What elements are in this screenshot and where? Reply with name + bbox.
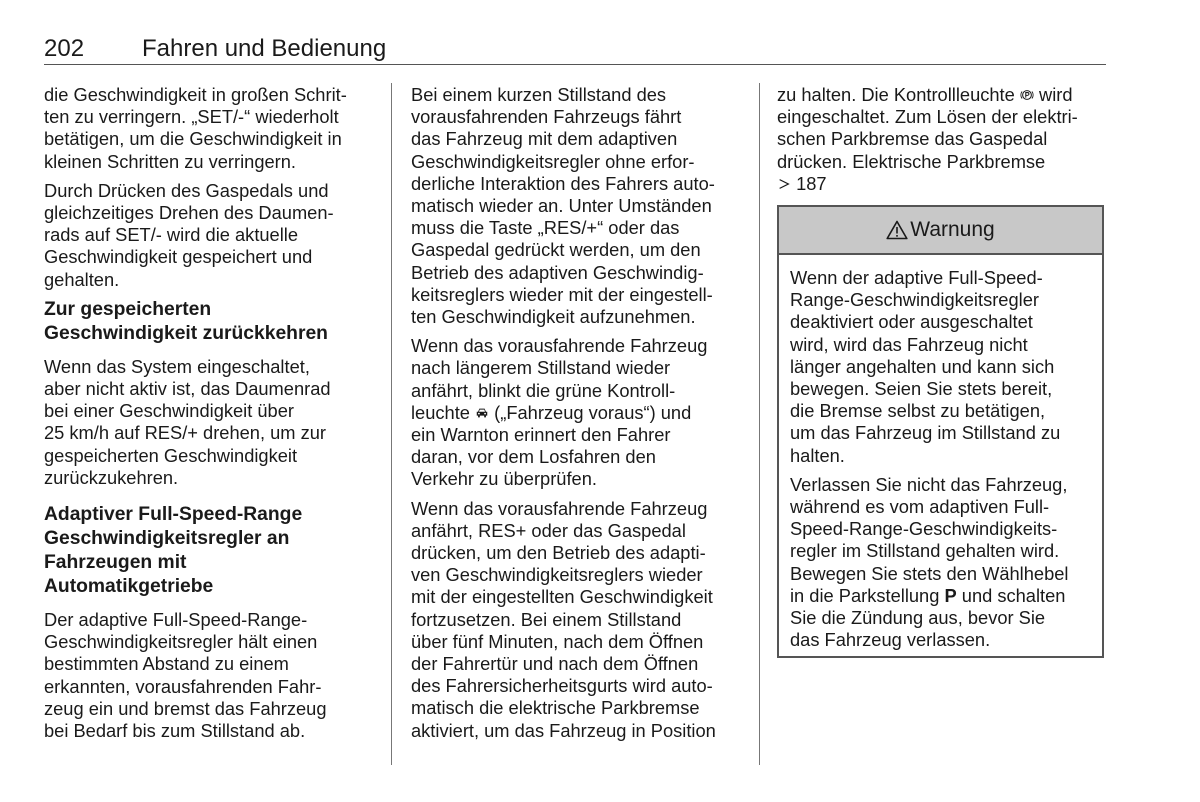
parking-brake-icon bbox=[1020, 88, 1034, 102]
column-3 bbox=[777, 84, 1107, 202]
subheading-adaptive-cruise: Adaptiver Full-Speed-Range Geschwindigkeitsregler an Fahrzeugen mit Automatikgetriebe bbox=[44, 504, 303, 598]
header-rule bbox=[44, 64, 1106, 65]
column-divider bbox=[759, 83, 760, 765]
page-header bbox=[44, 34, 1106, 64]
column-divider bbox=[391, 83, 392, 765]
warning-title: Warnung bbox=[910, 218, 995, 241]
warning-header bbox=[779, 207, 1102, 255]
section-title: Fahren und Bedienung bbox=[142, 35, 387, 62]
page-reference-arrow-icon bbox=[777, 177, 791, 191]
warning-box bbox=[777, 205, 1104, 658]
paragraph: Wenn der adaptive Full-Speed- Range-Geschwindigkeitsregler deaktiviert oder ausgeschaltet wird, wird das Fahrzeug nicht länger angehalten und kann sich bewegen. Seien Sie stets bereit, die Bremse selbst zu betätigen, um das Fahrzeug im Stillstand zu halten. bbox=[790, 267, 1061, 466]
warning-triangle-icon bbox=[886, 220, 908, 240]
paragraph: Der adaptive Full-Speed-Range- Geschwindigkeitsregler hält einen bestimmten Abstand zu einem erkannten, vorausfahrenden Fahr- zeug ein und bremst das Fahrzeug bei Bedarf bis zum Stillstand ab. bbox=[44, 609, 327, 742]
paragraph: die Geschwindigkeit in großen Schrit- ten zu verringern. „SET/-“ wiederholt betätigen, um die Geschwindigkeit in kleinen Schritten zu verringern. bbox=[44, 84, 347, 172]
paragraph: Verlassen Sie nicht das Fahrzeug, während es vom adaptiven Full- Speed-Range-Geschwindigkeits- regler im Stillstand gehalten wird. Bewegen Sie stets den Wählhebel in die Parkstellung P und schalten Sie die Zündung aus, bevor Sie das Fahrzeug verlassen. bbox=[790, 473, 1069, 651]
paragraph: Bei einem kurzen Stillstand des vorausfahrenden Fahrzeugs fährt das Fahrzeug mit dem adaptiven Geschwindigkeitsregler ohne erfor- derliche Interaktion des Fahrers auto- matisch wieder an. Unter Umständen muss die Taste „RES/+“ oder das Gaspedal gedrückt werden, um den Betrieb des adaptiven Geschwindig- keitsreglers wieder mit der eingestell- ten Geschwindigkeit aufzunehmen. bbox=[411, 84, 715, 328]
paragraph: Durch Drücken des Gaspedals und gleichzeitiges Drehen des Daumen- rads auf SET/- wird die aktuelle Geschwindigkeit gespeichert und gehalten. bbox=[44, 179, 334, 290]
column-2 bbox=[411, 84, 749, 749]
subheading-return-stored-speed: Zur gespeicherten Geschwindigkeit zurückkehren bbox=[44, 298, 328, 344]
page-number: 202 bbox=[44, 35, 85, 62]
vehicle-ahead-icon bbox=[475, 406, 489, 420]
paragraph: Wenn das vorausfahrende Fahrzeug anfährt, RES+ oder das Gaspedal drücken, um den Betrieb des adapti- ven Geschwindigkeitsreglers wieder mit der eingestellten Geschwindigkeit fortzusetzen. Bei einem Stillstand über fünf Minuten, nach dem Öffnen der Fahrertür und nach dem Öffnen des Fahrersicherheitsgurts wird auto- matisch die elektrische Parkbremse aktiviert, um das Fahrzeug in Position bbox=[411, 497, 716, 741]
paragraph: Wenn das vorausfahrende Fahrzeug nach längerem Stillstand wieder anfährt, blinkt die grüne Kontroll- leuchte („Fahrzeug voraus“) und ein Warnton erinnert den Fahrer daran, vor dem Losfahren den Verkehr zu überprüfen. bbox=[411, 335, 708, 490]
page-reference[interactable]: 187 bbox=[777, 173, 1107, 195]
paragraph: zu halten. Die Kontrollleuchte wird eingeschaltet. Zum Lösen der elektri- schen Parkbremse das Gaspedal drücken. Elektrische Parkbremse 187 bbox=[777, 84, 1107, 195]
gear-position-p: P bbox=[944, 584, 957, 606]
paragraph: Wenn das System eingeschaltet, aber nicht aktiv ist, das Daumenrad bei einer Geschwindigkeit über 25 km/h auf RES/+ drehen, um zur gespeicherten Geschwindigkeit zurückzukehren. bbox=[44, 355, 331, 488]
column-1 bbox=[44, 84, 380, 749]
warning-body bbox=[779, 255, 1102, 651]
